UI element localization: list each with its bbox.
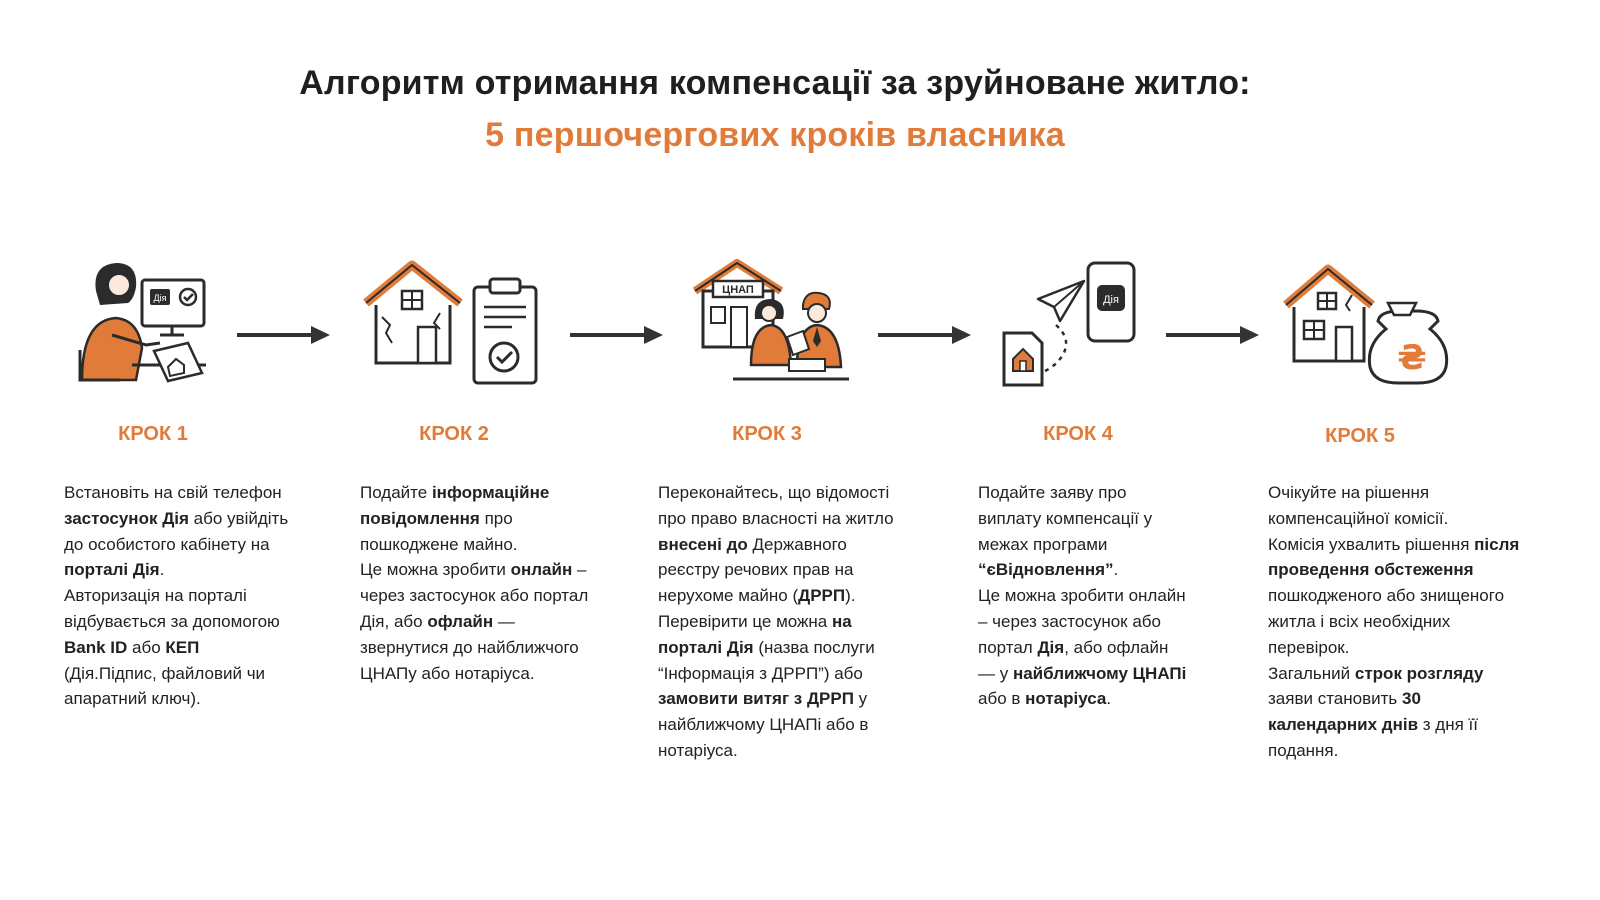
step-text-bold: КЕП (165, 637, 200, 657)
step-text-segment: Переконайтесь, що відомості про право власності на житло (658, 483, 894, 528)
step-text-bold: Дія (1037, 637, 1065, 657)
person-at-computer-icon (72, 255, 212, 390)
step-text-segment: з дня її подання. (1268, 715, 1478, 760)
arrow-right-icon (570, 325, 665, 345)
step-2-description (360, 480, 598, 686)
step-text-segment: Очікуйте на рішення компенсаційної комісії. (1268, 483, 1449, 528)
arrow-right-icon (878, 325, 973, 345)
step-4-description (978, 480, 1190, 712)
step-text-segment: Встановіть на свій телефон (64, 483, 282, 502)
step-text-segment: заяви становить (1268, 689, 1402, 709)
step-5-description (1268, 480, 1520, 764)
step-text-segment: Перевірити це можна (658, 611, 832, 631)
step-3-description (658, 480, 910, 764)
step-text-segment: Комісія ухвалить рішення (1268, 534, 1475, 554)
step-text-segment: Подайте (360, 483, 432, 502)
page-subtitle: 5 першочергових кроків власника (485, 116, 1065, 154)
step-text-segment: Подайте заяву про виплату компенсації у межах програми (978, 483, 1153, 554)
step-text-segment: Державного реєстру речових прав на нерухоме майно ( (658, 534, 854, 606)
cnap-office-consultation-icon (693, 255, 853, 390)
step-text-bold: онлайн (510, 560, 573, 580)
step-text-segment: (Дія.Підпис, файловий чи апаратний ключ). (64, 663, 266, 709)
step-text-segment: — звернутися до найближчого ЦНАПу або нотаріуса. (360, 611, 579, 683)
step-text-bold: після проведення обстеження (1268, 534, 1520, 580)
step-text-segment: ). (845, 586, 856, 606)
step-text-segment: пошкодженого або знищеного житла і всіх необхідних перевірок. (1268, 586, 1505, 657)
send-application-phone-icon (1002, 255, 1142, 390)
monitor-dia-text: Дія (153, 293, 167, 303)
step-text-segment: Загальний (1268, 663, 1355, 683)
step-text-segment: Це можна зробити (360, 560, 511, 580)
arrow-right-icon (1166, 325, 1261, 345)
step-5-label: КРОК 5 (1325, 425, 1395, 447)
step-text-segment: (назва послуги “Інформація з ДРРП”) або (658, 637, 875, 683)
cnap-sign-text: ЦНАП (722, 284, 754, 296)
phone-dia-text: Дія (1103, 294, 1119, 306)
step-1-label: КРОК 1 (118, 423, 188, 445)
step-text-bold: “єВідновлення” (978, 560, 1114, 580)
step-text-bold: офлайн (427, 611, 494, 631)
step-3-label: КРОК 3 (732, 423, 802, 445)
step-text-segment: . (159, 560, 165, 580)
step-4-label: КРОК 4 (1043, 423, 1113, 445)
step-text-bold: на порталі Дія (658, 611, 852, 657)
house-money-bag-icon (1282, 255, 1452, 390)
step-text-bold: 30 календарних днів (1268, 689, 1421, 735)
hryvnia-sign-text: ₴ (1397, 338, 1427, 378)
step-text-bold: найближчому ЦНАПі (1012, 663, 1187, 683)
step-text-segment: Це можна зробити онлайн – через застосунок або портал (978, 586, 1186, 657)
step-text-bold: інформаційне повідомлення (360, 483, 550, 528)
step-text-segment: або в (978, 689, 1026, 709)
step-text-bold: замовити витяг з ДРРП (658, 689, 854, 709)
step-text-bold: нотаріуса (1025, 689, 1107, 709)
damaged-house-checklist-icon (362, 255, 542, 390)
step-2-label: КРОК 2 (419, 423, 489, 445)
step-text-segment: . (1113, 560, 1119, 580)
page-title: Алгоритм отримання компенсації за зруйноване житло: (299, 64, 1251, 102)
step-text-segment: у найближчому ЦНАПі або в нотаріуса. (658, 689, 869, 760)
step-text-bold: порталі Дія (64, 560, 160, 580)
step-1-description (64, 480, 296, 712)
step-text-bold: Bank ID (64, 637, 128, 657)
step-text-segment: або (127, 637, 166, 657)
step-text-segment: або увійдіть до особистого кабінету на (64, 508, 289, 554)
step-text-bold: внесені до (658, 534, 748, 554)
step-text-segment: . (1106, 689, 1112, 709)
step-text-bold: строк розгляду (1354, 663, 1484, 683)
arrow-right-icon (237, 325, 332, 345)
step-text-segment: Авторизація на порталі відбувається за допомогою (64, 586, 280, 631)
step-text-bold: ДРРП (798, 586, 846, 606)
step-text-segment: – через застосунок або портал Дія, або (360, 560, 589, 631)
step-text-segment: , або офлайн — у (978, 637, 1169, 683)
step-text-bold: застосунок Дія (64, 508, 189, 528)
step-text-segment: про пошкоджене майно. (360, 508, 518, 554)
